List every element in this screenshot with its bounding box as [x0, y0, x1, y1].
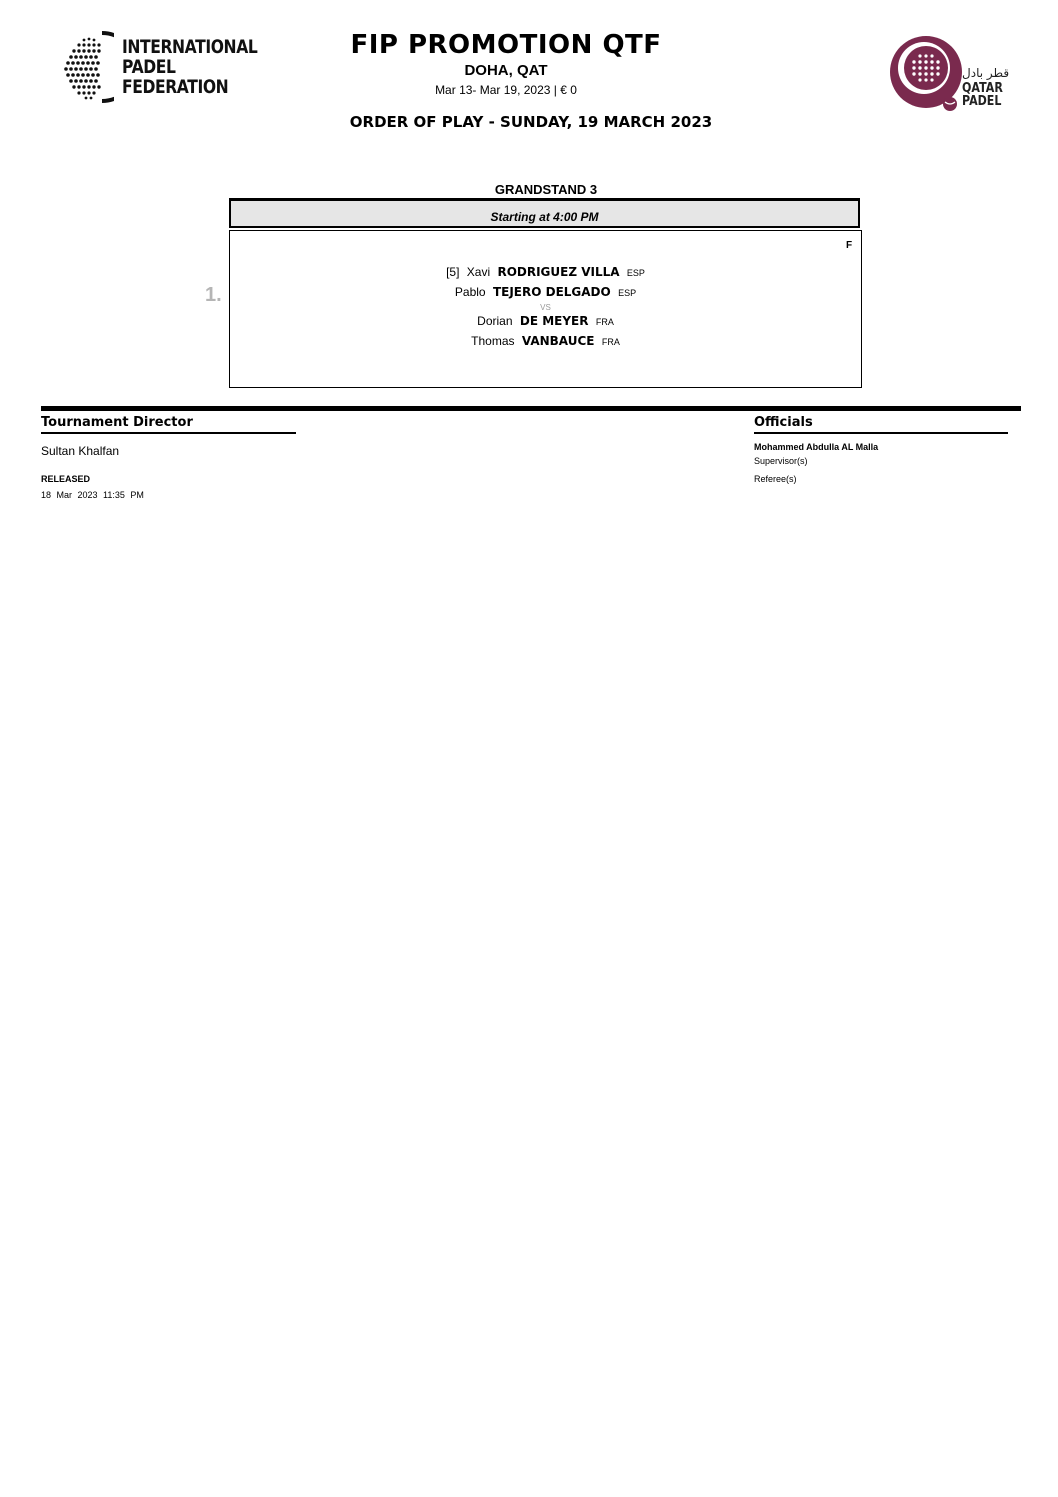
player-first-name: Thomas	[471, 334, 515, 348]
player-first-name: Xavi	[466, 265, 491, 279]
player-nationality: ESP	[618, 288, 637, 298]
versus-label: VS	[540, 303, 551, 312]
team1-player2	[229, 285, 862, 299]
fip-logo-line-3: FEDERATION	[122, 76, 229, 98]
team1-player1	[229, 265, 862, 279]
supervisor-name: Mohammed Abdulla AL Malla	[754, 442, 879, 452]
player-seed: [5]	[446, 265, 460, 279]
court-start-bar	[229, 198, 860, 228]
released-label: RELEASED	[41, 474, 91, 484]
tournament-director-underline	[41, 432, 296, 434]
officials-heading: Officials	[754, 415, 813, 430]
tournament-director-heading: Tournament Director	[41, 415, 193, 430]
player-nationality: FRA	[601, 337, 620, 347]
event-location: DOHA, QAT	[464, 62, 548, 79]
player-nationality: ESP	[626, 268, 645, 278]
qatar-padel-line-2: PADEL	[962, 94, 1002, 109]
referee-role: Referee(s)	[754, 474, 797, 484]
match-round: F	[846, 240, 853, 251]
qatar-padel-line-1: QATAR	[962, 81, 1003, 96]
event-title: FIP PROMOTION QTF	[350, 30, 662, 60]
qatar-padel-logo-text	[962, 82, 1003, 108]
qatar-padel-logo	[888, 36, 1018, 116]
player-last-name: DE MEYER	[519, 314, 589, 328]
qatar-padel-arabic-text: قطر بادل	[962, 66, 1010, 80]
start-time: Starting at 4:00 PM	[490, 210, 599, 224]
order-of-play-heading: ORDER OF PLAY - SUNDAY, 19 MARCH 2023	[349, 113, 713, 131]
player-nationality: FRA	[595, 317, 614, 327]
fip-logo-line-1: INTERNATIONAL	[122, 36, 258, 58]
footer-divider	[41, 406, 1021, 411]
player-last-name: TEJERO DELGADO	[492, 285, 611, 299]
player-last-name: RODRIGUEZ VILLA	[497, 265, 620, 279]
player-first-name: Dorian	[477, 314, 513, 328]
fip-logo-line-2: PADEL	[122, 56, 176, 78]
tournament-director-name: Sultan Khalfan	[41, 444, 120, 458]
officials-underline	[754, 432, 1008, 434]
player-last-name: VANBAUCE	[521, 334, 595, 348]
court-name: GRANDSTAND 3	[494, 182, 598, 197]
supervisor-role: Supervisor(s)	[754, 456, 808, 466]
match-number: 1.	[205, 284, 222, 306]
team2-player1	[229, 314, 862, 328]
player-first-name: Pablo	[454, 285, 486, 299]
released-timestamp: 18 Mar 2023 11:35 PM	[41, 490, 144, 500]
qatar-padel-ball-icon	[888, 36, 968, 116]
team2-player2	[229, 334, 862, 348]
event-dates: Mar 13- Mar 19, 2023 | € 0	[435, 83, 577, 97]
